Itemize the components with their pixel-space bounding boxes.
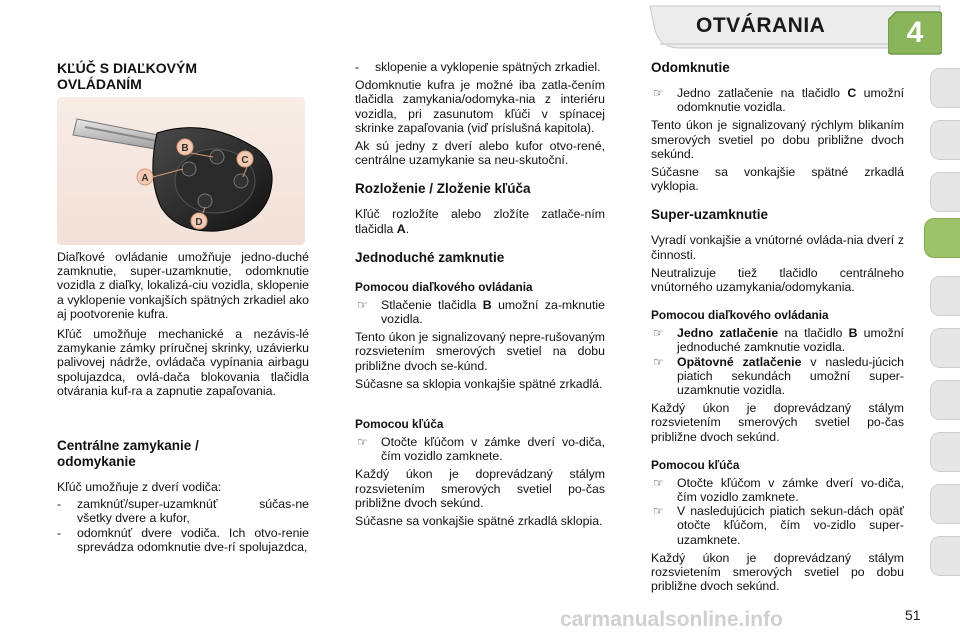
section-heading-simple-lock: Jednoduché zamknutie — [355, 249, 505, 265]
chapter-tab[interactable] — [930, 68, 960, 108]
column-left — [57, 60, 309, 92]
remote-key-illustration — [57, 97, 305, 245]
section-heading-unlock: Odomknutie — [651, 60, 730, 75]
paragraph: Vyradí vonkajšie a vnútorné ovláda-nia dverí z činnosti. — [651, 233, 904, 262]
hand-pointer-icon: ☞ — [653, 354, 664, 369]
column-right — [651, 60, 904, 593]
list-item: ☞ Jedno zatlačenie na tlačidlo C umožní odomknutie vozidla. — [653, 86, 904, 115]
paragraph: Ak sú jedny z dverí alebo kufor otvo-rené, centrálne uzamykanie sa neu-skutoční. — [355, 139, 605, 168]
key-label-b: B — [181, 143, 189, 154]
list-item: - odomknúť dvere vodiča. Ich otvo-renie sprevádza odomknutie dve-rí spolujazdca, — [57, 525, 309, 554]
list-item: ☞ Otočte kľúčom v zámke dverí vo-diča, čím vozidlo zamknete. — [653, 475, 904, 505]
list-item: - zamknúť/super-uzamknúť súčas-ne všetky dvere a kufor, — [57, 497, 309, 526]
dash-marker: - — [57, 525, 62, 540]
chapter-number: 4 — [906, 16, 924, 49]
key-label-c: C — [241, 155, 249, 166]
page-number: 51 — [905, 607, 921, 623]
section-heading-central-locking: Centrálne zamykanie / odomykanie — [57, 438, 199, 470]
list-item: ☞ Jedno zatlačenie na tlačidlo B umožní jednoduché zamknutie vozidla. — [653, 326, 904, 355]
hand-pointer-icon: ☞ — [357, 435, 368, 450]
paragraph: Odomknutie kufra je možné iba zatla-čením tlačidla zamykania/odomyka-nia z interiéru vozidla, pri zasunutom kľúči v spínacej skrinke zapaľovania (viď príslušná kapitola). — [355, 78, 605, 135]
key-label-d: D — [195, 217, 203, 228]
subheading-key: Pomocou kľúča — [355, 417, 444, 432]
paragraph: Tento úkon je signalizovaný rýchlym blikaním smerových svetiel po dobu približne dvoch sekúnd. — [651, 118, 904, 161]
hand-pointer-icon: ☞ — [653, 326, 664, 341]
paragraph: Súčasne sa sklopia vonkajšie spätné zrkadlá. — [355, 376, 603, 391]
chapter-tab[interactable] — [930, 380, 960, 420]
column-left-body — [57, 250, 309, 554]
chapter-tab[interactable] — [930, 484, 960, 524]
column-middle — [355, 60, 605, 528]
list-item: ☞ Stlačenie tlačidla B umožní za-mknutie vozidla. — [357, 297, 605, 327]
paragraph: Súčasne sa vonkajšie spätné zrkadlá sklopia. — [355, 514, 603, 529]
chapter-tab[interactable] — [930, 276, 960, 316]
chapter-tab[interactable] — [930, 172, 960, 212]
paragraph: Kľúč umožňuje mechanické a nezávis-lé zamykanie zámky príručnej skrinky, uzávierku palivovej nádrže, ovládača vypínania airbagu spolujazdca, ovlá-dača blokovania tlačidla otvárania kuf-ra a zapnutie zapaľovania. — [57, 327, 309, 398]
paragraph: Každý úkon je doprevádzaný stálym rozsvietením smerových svetiel po dobu približne dvoch sekúnd. — [651, 550, 904, 594]
paragraph: Kľúč umožňuje z dverí vodiča: — [57, 480, 222, 495]
paragraph: Súčasne sa vonkajšie spätné zrkadlá vyklopia. — [651, 165, 904, 194]
paragraph: Každý úkon je doprevádzaný stálym rozsvietením smerových svetiel po-čas približne dvoch sekúnd. — [651, 401, 904, 444]
chapter-tab[interactable] — [930, 432, 960, 472]
section-heading-super-lock: Super-uzamknutie — [651, 207, 769, 223]
chapter-tab-active[interactable] — [924, 218, 960, 258]
list-item: ☞ V nasledujúcich piatich sekun-dách opäť otočte kľúčom, čím vo-zidlo super-uzamknete. — [653, 504, 904, 547]
hand-pointer-icon: ☞ — [653, 504, 664, 519]
section-heading-remote-key: KĽÚČ S DIAĽKOVÝM OVLÁDANÍM — [57, 60, 197, 92]
section-heading-key-fold: Rozloženie / Zloženie kľúča — [355, 181, 531, 197]
dash-marker: - — [355, 60, 360, 74]
chapter-tab[interactable] — [930, 120, 960, 160]
paragraph: Každý úkon je doprevádzaný stálym rozsvietením smerových svetiel po-čas približne dvoch sekúnd. — [355, 467, 605, 510]
subheading-remote: Pomocou diaľkového ovládania — [355, 279, 533, 294]
chapter-tab[interactable] — [930, 536, 960, 576]
dash-marker: - — [57, 497, 62, 512]
subheading-remote: Pomocou diaľkového ovládania — [651, 308, 829, 323]
list-item: - sklopenie a vyklopenie spätných zrkadiel. — [355, 60, 601, 74]
key-label-a: A — [141, 173, 149, 184]
subheading-key: Pomocou kľúča — [651, 457, 740, 472]
list-item: ☞ Opätovné zatlačenie v nasledu-júcich piatich sekundách umožní super-uzamknutie vozidla. — [653, 354, 904, 398]
paragraph: Neutralizuje tiež tlačidlo centrálneho vnútorného uzamykania/odomykania. — [651, 265, 904, 295]
hand-pointer-icon: ☞ — [357, 297, 368, 312]
hand-pointer-icon: ☞ — [653, 86, 664, 100]
paragraph: Tento úkon je signalizovaný nepre-rušovaným rozsvietením smerových svetiel na dobu približne dvoch se-kúnd. — [355, 330, 605, 373]
remote-key-image — [57, 97, 305, 245]
watermark: carmanualsonline.info — [560, 608, 783, 631]
paragraph: Kľúč rozložíte alebo zložíte zatlače-ním tlačidla A. — [355, 207, 605, 236]
hand-pointer-icon: ☞ — [653, 475, 664, 490]
chapter-title: OTVÁRANIA — [696, 14, 826, 37]
chapter-badge — [888, 10, 942, 56]
chapter-tab[interactable] — [930, 328, 960, 368]
chapter-tabs — [924, 68, 960, 628]
list-item: ☞ Otočte kľúčom v zámke dverí vo-diča, čím vozidlo zamknete. — [357, 435, 605, 464]
paragraph: Diaľkové ovládanie umožňuje jedno-duché zamknutie, super-uzamknutie, odomknutie vozidla z diaľky, lokalizá-ciu vozidla, sklopenie a vyklopenie vonkajších spätných zrkadiel ako aj pootvorenie kufra. — [57, 250, 309, 321]
